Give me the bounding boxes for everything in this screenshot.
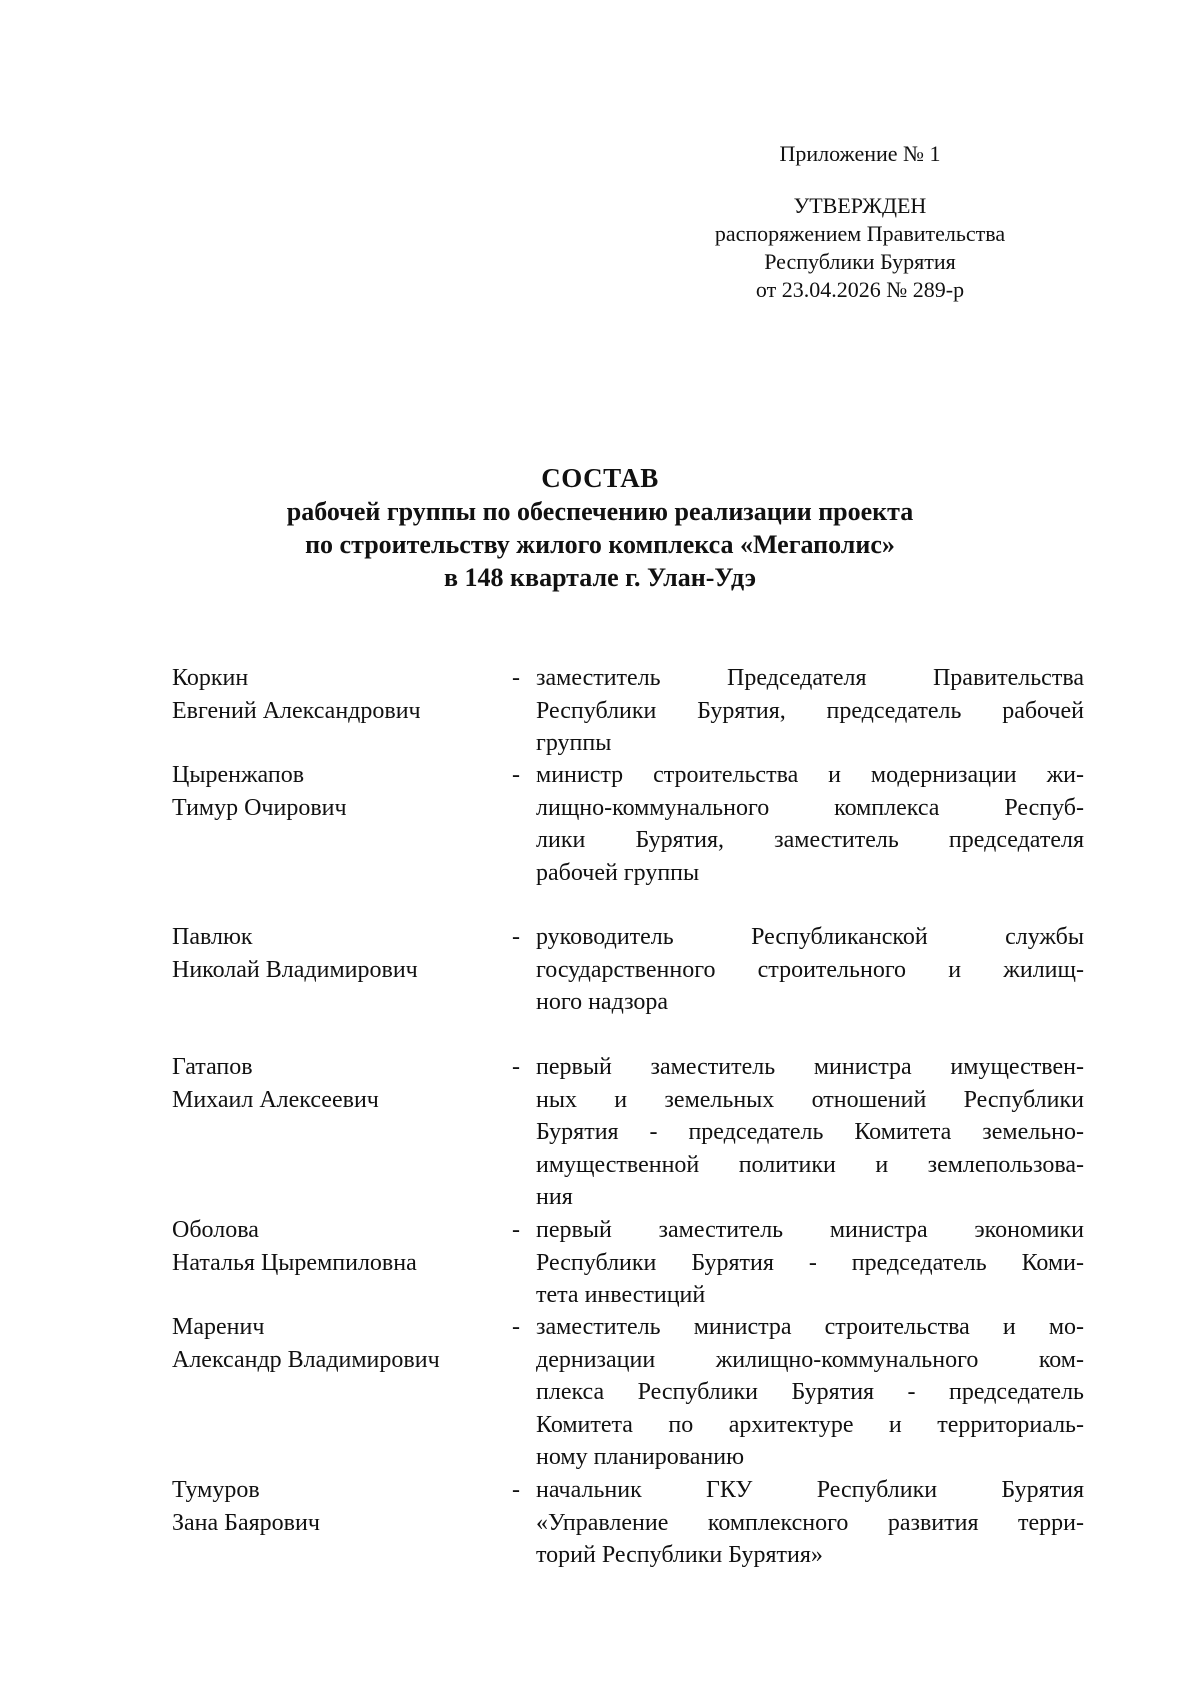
- title-line: по строительству жилого комплекса «Мегаполис»: [305, 530, 895, 559]
- member-surname: Оболова: [172, 1217, 259, 1243]
- role-line: министр строительства и модернизации жи-: [536, 762, 1084, 788]
- role-line: дернизации жилищно-коммунального ком-: [536, 1346, 1084, 1373]
- title-heading: СОСТАВ: [541, 463, 659, 493]
- role-line: первый заместитель министра экономики: [536, 1217, 1084, 1243]
- member-dash: -: [512, 762, 520, 788]
- role-line: ного надзора: [536, 989, 669, 1016]
- member-name: [172, 921, 502, 986]
- member-given-names: Михаил Алексеевич: [172, 1086, 379, 1113]
- member-role: [536, 1214, 1084, 1312]
- member-given-names: Николай Владимирович: [172, 956, 418, 983]
- member-given-names: Наталья Цыремпиловна: [172, 1249, 417, 1276]
- document-title: [0, 462, 1200, 594]
- member-surname: Коркин: [172, 665, 249, 691]
- member-given-names: Тимур Очирович: [172, 794, 347, 821]
- role-line: лики Бурятия, заместитель председателя: [536, 827, 1084, 854]
- role-line: первый заместитель министра имуществен-: [536, 1054, 1084, 1080]
- approval-date-number: от 23.04.2026 № 289-р: [755, 277, 965, 302]
- role-line: заместитель Председателя Правительства: [536, 665, 1084, 691]
- role-line: Комитета по архитектуре и территориаль-: [536, 1411, 1084, 1438]
- member-name: [172, 1311, 502, 1376]
- member-role: [536, 759, 1084, 889]
- role-line: руководитель Республиканской службы: [536, 924, 1084, 950]
- member-dash: -: [512, 665, 520, 691]
- role-line: имущественной политики и землепользова-: [536, 1151, 1084, 1178]
- member-name: [172, 759, 502, 824]
- role-line: начальник ГКУ Республики Бурятия: [536, 1477, 1084, 1503]
- role-line: государственного строительного и жилищ-: [536, 956, 1084, 983]
- role-line: торий Республики Бурятия»: [536, 1542, 823, 1569]
- approved-label: УТВЕРЖДЕН: [793, 193, 927, 218]
- role-line: Республики Бурятия, председатель рабочей: [536, 697, 1084, 724]
- member-given-names: Зана Баярович: [172, 1509, 320, 1536]
- role-line: ния: [536, 1184, 573, 1211]
- role-line: Республики Бурятия - председатель Коми-: [536, 1249, 1084, 1276]
- approval-stamp: [690, 192, 1030, 304]
- member-role: [536, 921, 1084, 1019]
- member-surname: Тумуров: [172, 1477, 260, 1503]
- member-name: [172, 1474, 502, 1539]
- member-name: [172, 1051, 502, 1116]
- member-name: [172, 1214, 502, 1279]
- role-line: Бурятия - председатель Комитета земельно-: [536, 1119, 1084, 1146]
- appendix-label: Приложение № 1: [779, 141, 941, 166]
- role-line: ных и земельных отношений Республики: [536, 1086, 1084, 1113]
- title-line: в 148 квартале г. Улан-Удэ: [444, 563, 756, 592]
- title-line: рабочей группы по обеспечению реализации проекта: [286, 497, 914, 526]
- approval-line: Республики Бурятия: [764, 249, 956, 274]
- role-line: плекса Республики Бурятия - председатель: [536, 1379, 1084, 1406]
- member-dash: -: [512, 924, 520, 950]
- member-dash: -: [512, 1054, 520, 1080]
- role-line: заместитель министра строительства и мо-: [536, 1314, 1084, 1340]
- role-line: рабочей группы: [536, 859, 700, 886]
- member-surname: Цыренжапов: [172, 762, 305, 788]
- member-surname: Маренич: [172, 1314, 265, 1340]
- member-role: [536, 1474, 1084, 1572]
- member-role: [536, 1311, 1084, 1474]
- role-line: ному планированию: [536, 1444, 745, 1471]
- role-line: тета инвестиций: [536, 1282, 706, 1309]
- member-role: [536, 1051, 1084, 1214]
- member-name: [172, 662, 502, 727]
- approval-line: распоряжением Правительства: [714, 221, 1006, 246]
- member-dash: -: [512, 1217, 520, 1243]
- member-given-names: Евгений Александрович: [172, 697, 421, 724]
- member-dash: -: [512, 1314, 520, 1340]
- member-surname: Гатапов: [172, 1054, 253, 1080]
- member-given-names: Александр Владимирович: [172, 1346, 440, 1373]
- role-line: группы: [536, 730, 612, 757]
- role-line: «Управление комплексного развития терри-: [536, 1509, 1084, 1536]
- member-surname: Павлюк: [172, 924, 253, 950]
- role-line: лищно-коммунального комплекса Респуб-: [536, 794, 1084, 821]
- member-role: [536, 662, 1084, 760]
- member-dash: -: [512, 1477, 520, 1503]
